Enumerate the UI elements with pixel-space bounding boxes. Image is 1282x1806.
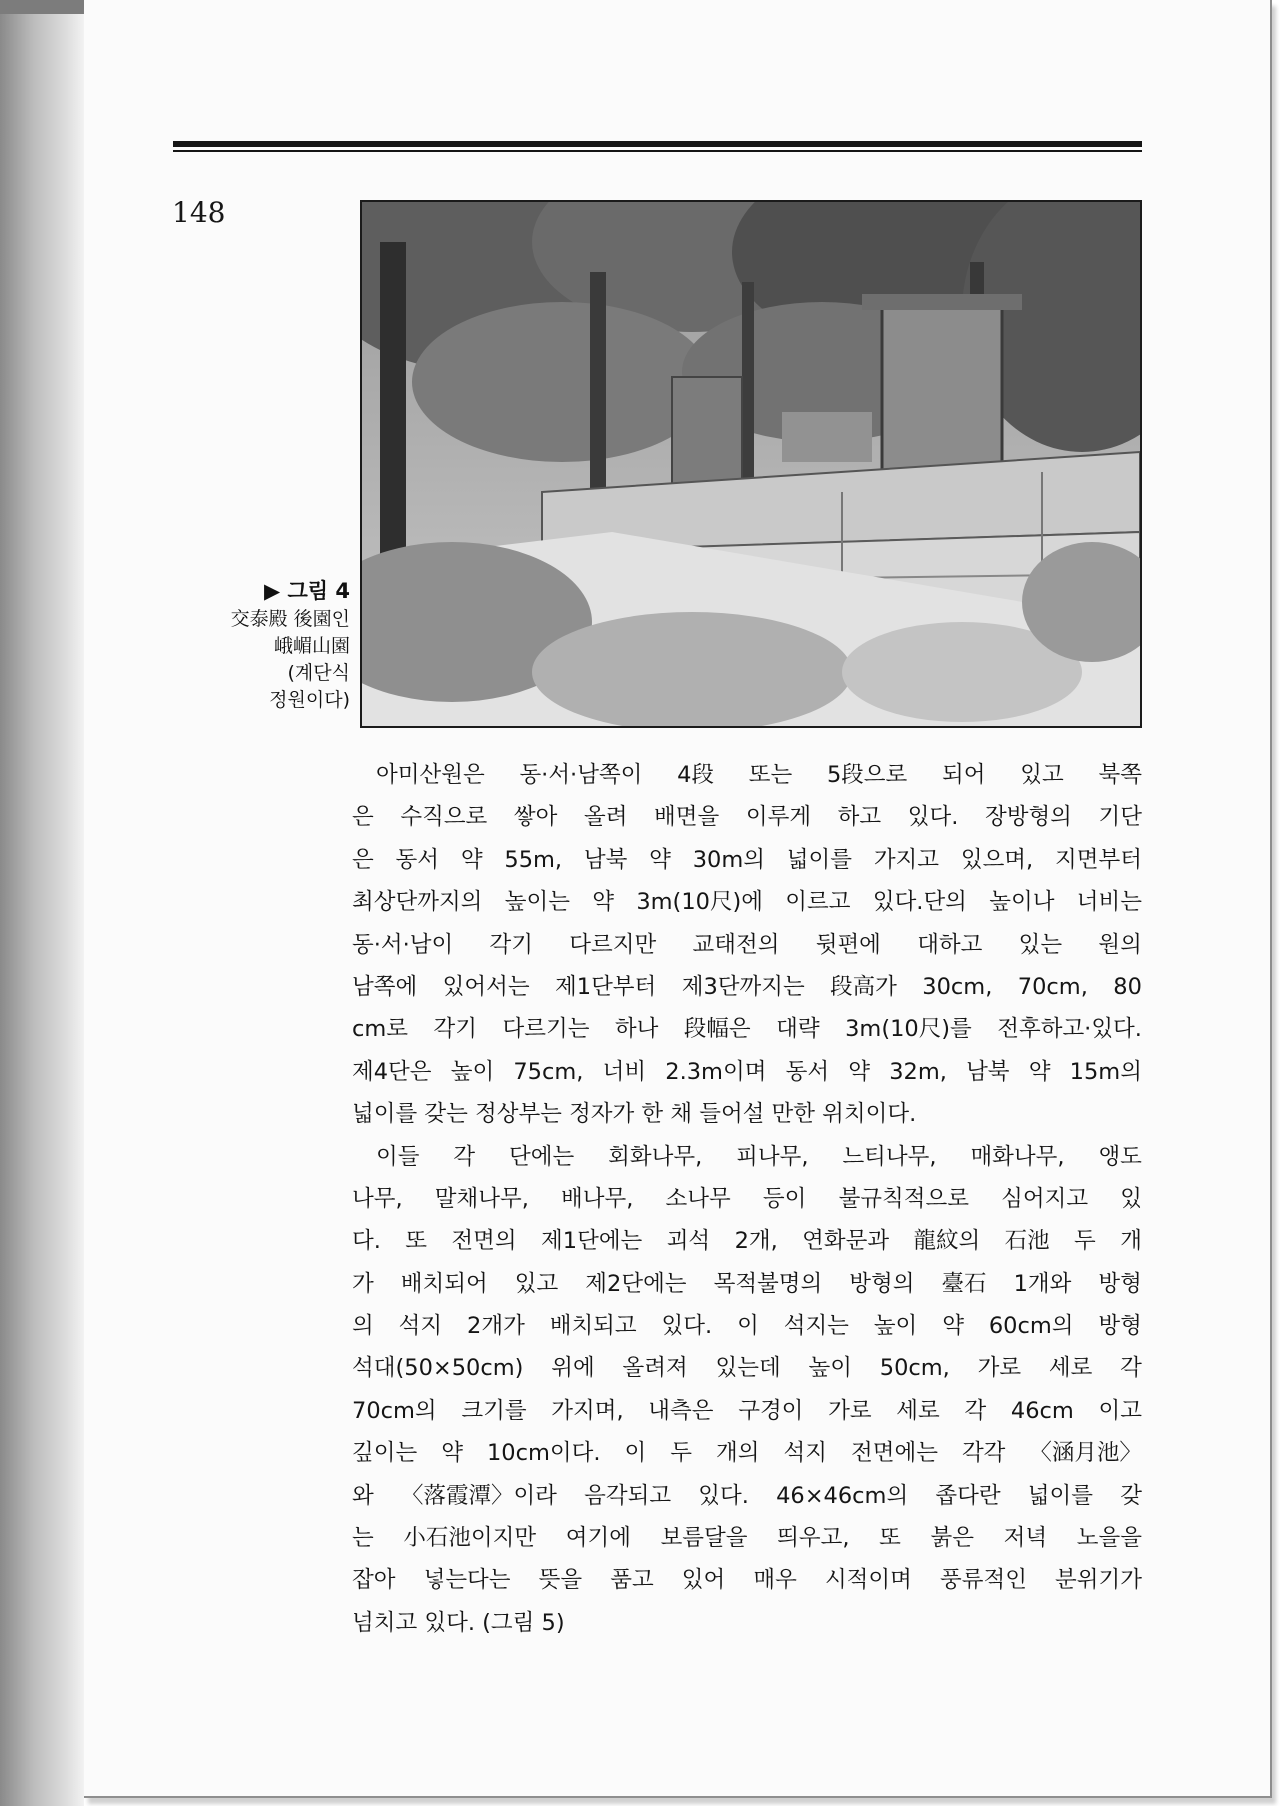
body-line: 의 석지 2개가 배치되고 있다. 이 석지는 높이 약 60cm의 방형 [352, 1313, 1142, 1340]
book-edge-top [0, 0, 84, 14]
body-line: 넘치고 있다. (그림 5) [352, 1609, 565, 1636]
header-rule-thin [173, 150, 1142, 152]
body-line: 와 〈落霞潭〉이라 음각되고 있다. 46×46cm의 좁다란 넓이를 갖 [352, 1482, 1142, 1509]
body-line: 최상단까지의 높이는 약 3m(10尺)에 이르고 있다.단의 높이나 너비는 [352, 889, 1142, 916]
photo-illustration-icon [362, 202, 1140, 726]
body-line: cm로 각기 다르기는 하나 段幅은 대략 3m(10尺)를 전후하고·있다. [352, 1016, 1142, 1043]
body-line: 잡아 넣는다는 뜻을 품고 있어 매우 시적이며 풍류적인 분위기가 [352, 1567, 1142, 1594]
page-number: 148 [172, 196, 226, 229]
body-line: 는 小石池이지만 여기에 보름달을 띄우고, 또 붉은 저녁 노을을 [352, 1525, 1142, 1552]
garden-terrace-photo [360, 200, 1142, 728]
caption-line: (계단식 [287, 662, 350, 684]
body-line: 아미산원은 동·서·남쪽이 4段 또는 5段으로 되어 있고 북쪽 [376, 762, 1142, 788]
body-line: 가 배치되어 있고 제2단에는 목적불명의 방형의 臺石 1개와 방형 [352, 1270, 1142, 1297]
body-line: 석대(50×50cm) 위에 올려져 있는데 높이 50cm, 가로 세로 각 [352, 1355, 1142, 1382]
body-line: 나무, 말채나무, 배나무, 소나무 등이 불규칙적으로 심어지고 있 [352, 1185, 1142, 1212]
figure-label: ▶ 그림 4 [264, 579, 350, 603]
figure-caption [100, 576, 350, 714]
body-line: 넓이를 갖는 정상부는 정자가 한 채 들어설 만한 위치이다. [352, 1101, 917, 1128]
body-line: 은 동서 약 55m, 남북 약 30m의 넓이를 가지고 있으며, 지면부터 [352, 846, 1142, 873]
body-line: 동·서·남이 각기 다르지만 교태전의 뒷편에 대하고 있는 원의 [352, 931, 1142, 958]
body-line: 남쪽에 있어서는 제1단부터 제3단까지는 段高가 30cm, 70cm, 80 [352, 973, 1142, 1000]
caption-line: 정원이다) [269, 689, 350, 711]
body-line: 70cm의 크기를 가지며, 내측은 구경이 가로 세로 각 46cm 이고 [352, 1397, 1142, 1424]
book-edge [0, 0, 84, 1806]
body-line: 은 수직으로 쌓아 올려 배면을 이루게 하고 있다. 장방형의 기단 [352, 804, 1142, 831]
caption-line: 交泰殿 後園인 [230, 608, 350, 630]
header-rule-thick [173, 141, 1142, 147]
caption-line: 峨嵋山園 [273, 635, 350, 657]
body-text [352, 754, 1142, 1644]
body-line: 제4단은 높이 75cm, 너비 2.3m이며 동서 약 32m, 남북 약 15m의 [352, 1058, 1142, 1085]
body-line: 깊이는 약 10cm이다. 이 두 개의 석지 전면에는 각각 〈涵月池〉 [352, 1440, 1142, 1467]
body-line: 이들 각 단에는 회화나무, 피나무, 느티나무, 매화나무, 앵도 [376, 1143, 1142, 1170]
body-line: 다. 또 전면의 제1단에는 괴석 2개, 연화문과 龍紋의 石池 두 개 [352, 1228, 1142, 1255]
